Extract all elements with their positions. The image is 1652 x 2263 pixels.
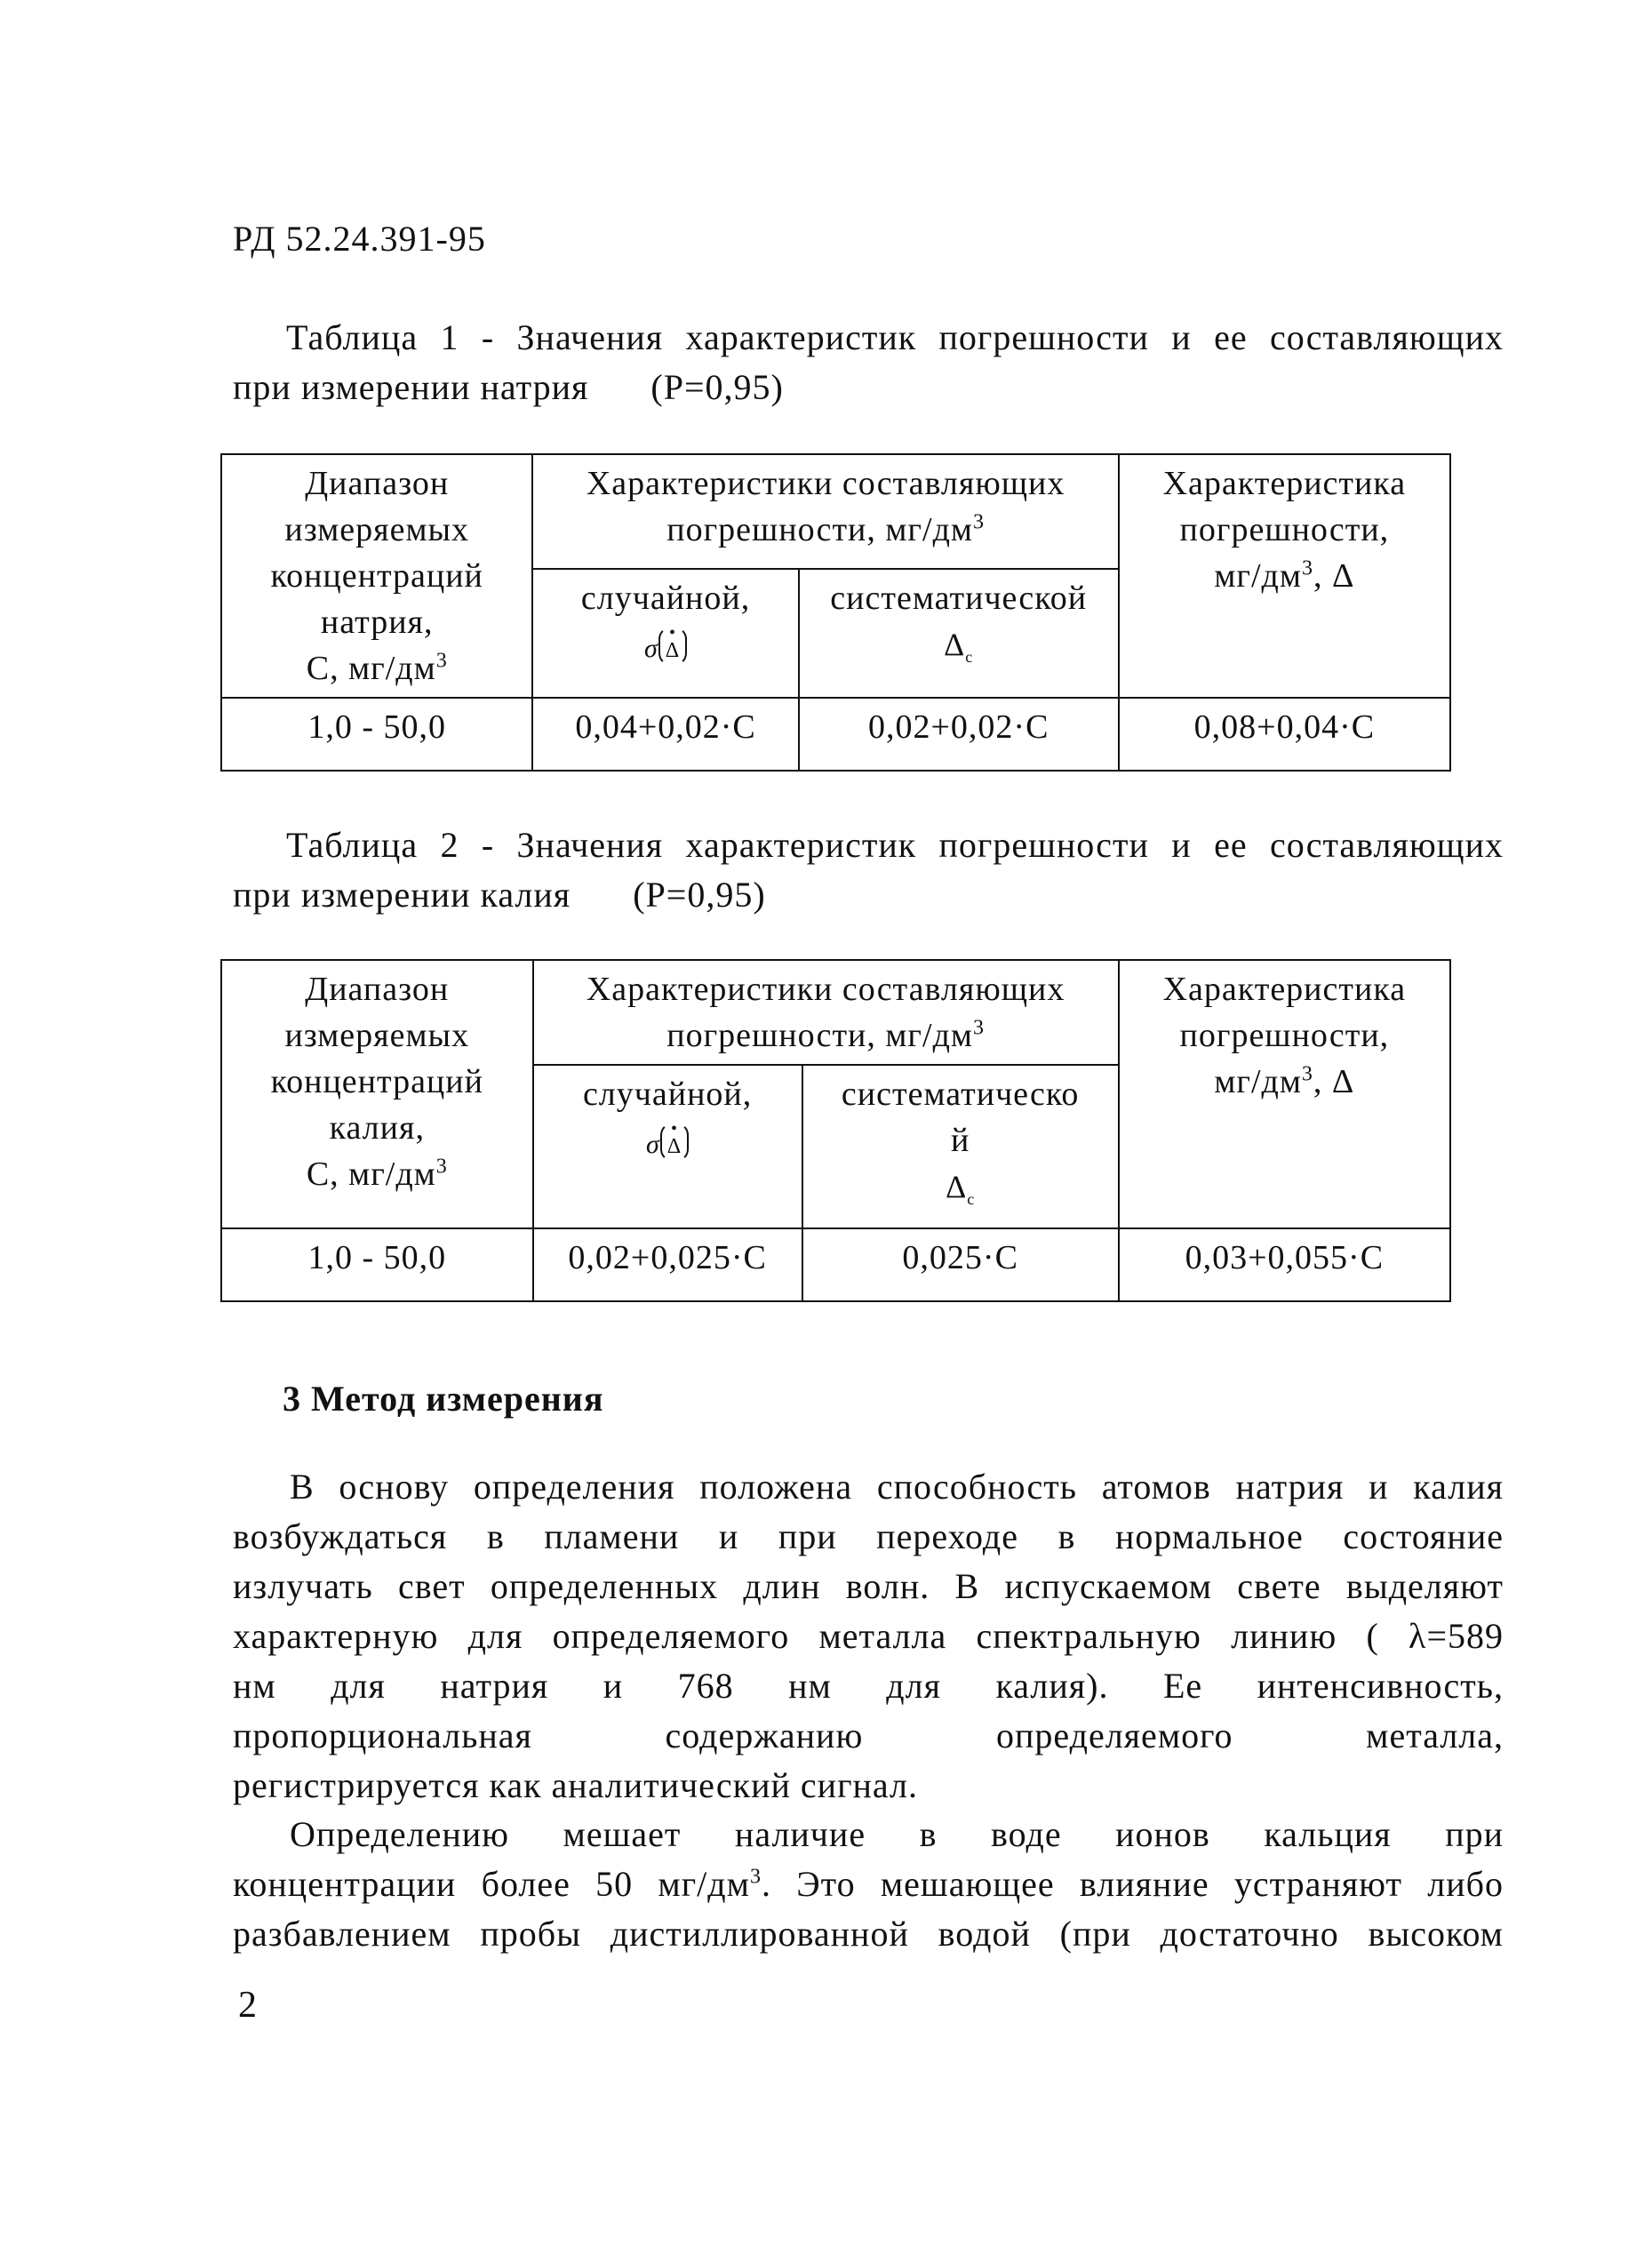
table1-total-unit-sup: 3 [1301, 556, 1313, 580]
table1-range-header-line: натрия, [320, 604, 434, 641]
table1-group-header [532, 454, 1118, 569]
table2-unit-text: С, мг/дм [306, 1155, 436, 1193]
table2-group-header-line: Характеристики составляющих [586, 971, 1065, 1008]
table2-sys-label: систематическо [841, 1076, 1080, 1113]
table2-random-label: случайной, [582, 1076, 753, 1113]
table2-header-row [221, 960, 1450, 1065]
table2-total-header-unit [1127, 1059, 1442, 1105]
interference-paragraph [233, 1810, 1504, 1959]
table2-group-header [533, 960, 1119, 1065]
table1-sys-cell: 0,02+0,02·С [799, 698, 1119, 771]
table2-total-unit-sup: 3 [1301, 1062, 1313, 1086]
table2-total-header-line: Характеристика [1162, 971, 1407, 1008]
dot-accent: • [668, 623, 676, 644]
table1-range-header-line: концентраций [270, 557, 483, 595]
paragraph-sup: 3 [749, 1865, 762, 1889]
table2-range-header-line: калия, [329, 1109, 425, 1147]
table1-group-unit-sup: 3 [972, 510, 985, 534]
table2-unit-sup: 3 [435, 1155, 448, 1179]
table1-sys-label: систематической [830, 580, 1088, 618]
table2-group-unit-text: погрешности, мг/дм [666, 1017, 973, 1054]
table-row [221, 1228, 1450, 1301]
table2-sys-label-wrap: й [951, 1122, 970, 1159]
sigma-symbol: σ [643, 634, 658, 664]
table1-total-unit-text: мг/дм [1214, 557, 1302, 595]
table2-range-header-line: Диапазон [305, 971, 450, 1008]
table2-range-header-line: измеряемых [284, 1017, 470, 1054]
table2-caption-text: при измерении калия [233, 875, 571, 915]
table2-range-header [221, 960, 533, 1228]
table2-sys-cell: 0,025·С [802, 1228, 1119, 1301]
delta-symbol: Δ [665, 639, 681, 663]
table1-group-unit-text: погрешности, мг/дм [666, 511, 973, 548]
table2-group-header-unit [541, 1012, 1111, 1059]
table1-unit-text: С, мг/дм [306, 650, 436, 687]
paragraph-line [233, 1859, 1504, 1909]
table2-range-header-unit [229, 1151, 525, 1197]
sigma-symbol: σ [645, 1130, 660, 1159]
table1-random-header [532, 569, 798, 698]
table1-unit-sup: 3 [435, 649, 448, 673]
method-paragraph [233, 1462, 1504, 1811]
dot-accent: • [670, 1119, 678, 1139]
table2-caption-line1: Таблица 2 - Значения характеристик погрешности и ее составляющих [286, 825, 1504, 865]
section-heading: 3 Метод измерения [283, 1379, 604, 1419]
paragraph-line: нм для натрия и 768 нм для калия). Ее интенсивность, [233, 1666, 1504, 1706]
table-row [221, 698, 1450, 771]
table1-total-header [1119, 454, 1450, 698]
table2-probability: (Р=0,95) [633, 875, 766, 915]
table1-total-header-line: погрешности, [1179, 511, 1390, 548]
delta-subscript: c [967, 1190, 976, 1209]
paragraph-line: разбавлением пробы дистиллированной водой (при достаточно высоком [233, 1914, 1504, 1954]
table2-random-symbol [541, 1117, 794, 1168]
table2-total-unit-text: мг/дм [1214, 1063, 1302, 1100]
table2-caption-line2 [233, 870, 1504, 920]
delta-symbol: Δ [946, 1169, 968, 1204]
table1-random-symbol [540, 621, 790, 672]
table1-group-header-unit [540, 507, 1110, 553]
delta-symbol: Δ [944, 627, 966, 663]
paragraph-line: возбуждаться в пламени и при переходе в нормальное состояние [233, 1516, 1504, 1556]
table2-total-header-line: погрешности, [1179, 1017, 1390, 1054]
table1-sys-symbol [807, 621, 1111, 680]
table1-range-cell: 1,0 - 50,0 [221, 698, 532, 771]
table1 [220, 453, 1451, 772]
table2-total-header [1119, 960, 1450, 1228]
table2-caption [233, 820, 1504, 920]
paragraph-line-part: концентрации более 50 мг/дм [233, 1864, 750, 1904]
table1-range-header-unit [229, 645, 524, 692]
table2-random-cell: 0,02+0,025·С [533, 1228, 802, 1301]
table1-range-header-line: Диапазон [305, 465, 450, 502]
paragraph-line: характерную для определяемого металла спектральную линию ( λ=589 [233, 1616, 1504, 1656]
paragraph-line-part: . Это мешающее влияние устраняют либо [761, 1864, 1504, 1904]
table2-total-cell: 0,03+0,055·С [1119, 1228, 1450, 1301]
table1-range-header-line: измеряемых [284, 511, 470, 548]
table1-total-unit-tail: , Δ [1313, 557, 1355, 595]
table2-total-unit-tail: , Δ [1313, 1063, 1355, 1100]
table1-caption-line2 [233, 363, 1504, 412]
table2-range-cell: 1,0 - 50,0 [221, 1228, 533, 1301]
table2-sys-header [802, 1065, 1119, 1228]
paragraph-line: В основу определения положена способность атомов натрия и калия [290, 1467, 1504, 1507]
table1-random-cell: 0,04+0,02·С [532, 698, 798, 771]
table2 [220, 959, 1451, 1302]
paragraph-line: пропорциональная содержанию определяемого металла, [233, 1715, 1504, 1755]
delta-symbol: Δ [666, 1135, 682, 1158]
paragraph-line: излучать свет определенных длин волн. В испускаемом свете выделяют [233, 1566, 1504, 1606]
table1-total-header-line: Характеристика [1162, 465, 1407, 502]
table1-caption-text: при измерении натрия [233, 367, 589, 407]
document-code: РД 52.24.391-95 [233, 219, 486, 259]
paragraph-line: Определению мешает наличие в воде ионов кальция при [290, 1814, 1504, 1854]
table1-caption-line1: Таблица 1 - Значения характеристик погрешности и ее составляющих [286, 317, 1504, 357]
table1-random-label: случайной, [580, 580, 751, 618]
table2-random-header [533, 1065, 802, 1228]
table1-header-row [221, 454, 1450, 569]
table2-group-unit-sup: 3 [972, 1016, 985, 1040]
table1-total-header-unit [1127, 553, 1442, 599]
page-number: 2 [238, 1985, 257, 2026]
table2-sys-symbol [810, 1163, 1111, 1222]
table1-range-header [221, 454, 532, 698]
paren-group [658, 623, 687, 666]
table2-range-header-line: концентраций [270, 1063, 483, 1100]
paren-group [660, 1119, 689, 1162]
paragraph-line: регистрируется как аналитический сигнал. [233, 1765, 918, 1805]
table1-total-cell: 0,08+0,04·С [1119, 698, 1450, 771]
table1-group-header-line: Характеристики составляющих [586, 465, 1065, 502]
table1-probability: (Р=0,95) [650, 367, 784, 407]
table1-caption [233, 313, 1504, 412]
table1-sys-header [799, 569, 1119, 698]
delta-subscript: c [965, 648, 974, 667]
